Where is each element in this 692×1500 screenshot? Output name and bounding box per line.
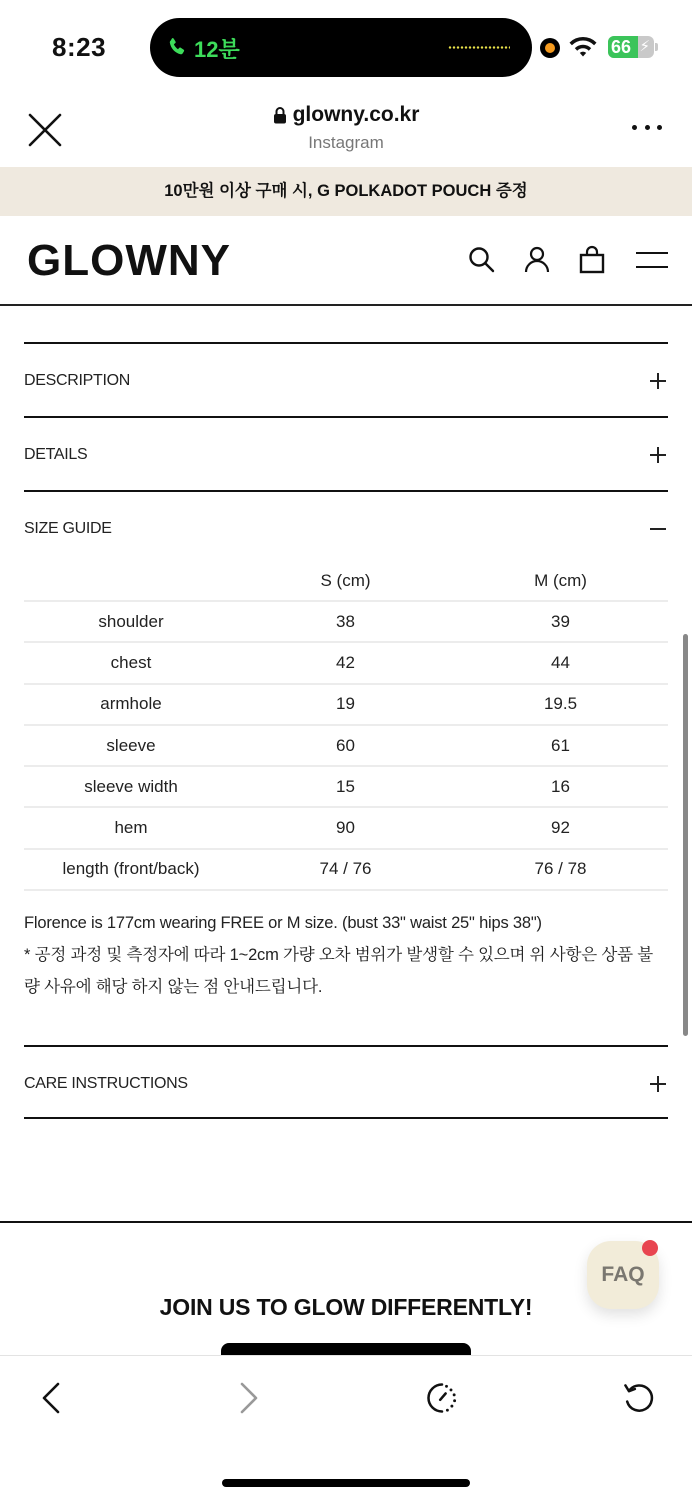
table-row bbox=[24, 807, 668, 848]
measurement-label: hem bbox=[24, 807, 238, 848]
timer-icon[interactable] bbox=[424, 1378, 460, 1418]
size-s-value: 15 bbox=[238, 766, 453, 807]
plus-icon[interactable] bbox=[650, 447, 666, 463]
size-s-value: 19 bbox=[238, 684, 453, 725]
accordion-description[interactable] bbox=[24, 342, 668, 416]
search-icon[interactable] bbox=[466, 244, 498, 276]
accordion-details[interactable] bbox=[24, 416, 668, 490]
back-icon[interactable] bbox=[34, 1378, 70, 1418]
accordion-title: CARE INSTRUCTIONS bbox=[24, 1075, 188, 1093]
accordion-size-guide bbox=[24, 490, 668, 1045]
table-row bbox=[24, 766, 668, 807]
size-m-value: 76 / 78 bbox=[453, 849, 668, 890]
battery-indicator bbox=[608, 36, 654, 58]
model-fit-note: Florence is 177cm wearing FREE or M size. (bust 33" waist 25" hips 38") bbox=[24, 914, 542, 933]
lock-icon bbox=[273, 106, 287, 124]
status-time: 8:23 bbox=[52, 32, 107, 62]
size-m-value: 61 bbox=[453, 725, 668, 766]
notification-badge bbox=[642, 1240, 658, 1256]
measurement-label: chest bbox=[24, 642, 238, 683]
battery-nub bbox=[655, 43, 658, 51]
table-header: M (cm) bbox=[453, 562, 668, 601]
status-bar bbox=[0, 0, 692, 95]
newsletter-heading: JOIN US TO GLOW DIFFERENTLY! bbox=[159, 1294, 533, 1320]
size-m-value: 92 bbox=[453, 807, 668, 848]
table-row bbox=[24, 725, 668, 766]
accordion-title: DETAILS bbox=[24, 446, 88, 463]
size-s-value: 74 / 76 bbox=[238, 849, 453, 890]
table-row bbox=[24, 684, 668, 725]
footer-divider bbox=[0, 1221, 692, 1223]
home-indicator[interactable] bbox=[222, 1479, 470, 1487]
size-s-value: 42 bbox=[238, 642, 453, 683]
promo-banner[interactable]: 10만원 이상 구매 시, G POLKADOT POUCH 증정 bbox=[0, 167, 692, 216]
browser-domain: glowny.co.kr bbox=[292, 103, 420, 126]
size-guide-notes bbox=[24, 907, 668, 1003]
browser-source-app: Instagram bbox=[308, 133, 384, 152]
recording-indicator-icon bbox=[540, 38, 560, 58]
size-m-value: 19.5 bbox=[453, 684, 668, 725]
measurement-disclaimer: * 공정 과정 및 측정자에 따라 1~2cm 가량 오차 범위가 발생할 수 있으며 위 사항은 상품 불량 사유에 해당 하지 않는 점 안내드립니다. bbox=[24, 946, 654, 997]
phone-icon bbox=[166, 35, 188, 59]
faq-floating-button[interactable]: FAQ bbox=[587, 1241, 659, 1309]
dynamic-island-call[interactable] bbox=[150, 18, 532, 77]
site-header bbox=[0, 216, 692, 306]
product-info-accordion bbox=[24, 342, 668, 1119]
call-duration: 12분 bbox=[194, 37, 240, 62]
size-s-value: 38 bbox=[238, 601, 453, 642]
page-scrollbar[interactable] bbox=[683, 634, 688, 1036]
table-header: S (cm) bbox=[238, 562, 453, 601]
size-s-value: 90 bbox=[238, 807, 453, 848]
site-logo[interactable]: GLOWNY bbox=[27, 236, 231, 285]
table-row bbox=[24, 601, 668, 642]
charging-bolt-icon: ⚡ bbox=[639, 38, 650, 55]
size-s-value: 60 bbox=[238, 725, 453, 766]
table-row bbox=[24, 642, 668, 683]
in-app-browser-header bbox=[0, 95, 692, 167]
reload-icon[interactable] bbox=[620, 1378, 656, 1418]
more-options-icon[interactable] bbox=[632, 125, 662, 135]
url-display[interactable] bbox=[0, 103, 692, 153]
measurement-label: shoulder bbox=[24, 601, 238, 642]
accordion-title: DESCRIPTION bbox=[24, 372, 131, 389]
measurement-label: length (front/back) bbox=[24, 849, 238, 890]
plus-icon[interactable] bbox=[650, 1076, 666, 1092]
accordion-size-guide-header[interactable] bbox=[24, 492, 668, 566]
measurement-label: sleeve bbox=[24, 725, 238, 766]
measurement-label: sleeve width bbox=[24, 766, 238, 807]
wifi-icon bbox=[568, 35, 598, 59]
accordion-care-instructions[interactable] bbox=[24, 1045, 668, 1119]
accordion-title: SIZE GUIDE bbox=[24, 520, 112, 537]
table-row bbox=[24, 849, 668, 890]
minus-icon[interactable] bbox=[650, 521, 666, 537]
size-m-value: 16 bbox=[453, 766, 668, 807]
battery-percent: 66 bbox=[611, 37, 632, 57]
size-guide-table bbox=[24, 562, 668, 891]
forward-icon[interactable] bbox=[230, 1378, 266, 1418]
shopping-bag-icon[interactable] bbox=[576, 244, 608, 276]
plus-icon[interactable] bbox=[650, 373, 666, 389]
size-m-value: 44 bbox=[453, 642, 668, 683]
menu-icon[interactable] bbox=[634, 244, 670, 276]
measurement-label: armhole bbox=[24, 684, 238, 725]
size-m-value: 39 bbox=[453, 601, 668, 642]
table-header bbox=[24, 562, 238, 601]
table-header-row bbox=[24, 562, 668, 601]
audio-waveform-icon bbox=[448, 46, 510, 49]
user-icon[interactable] bbox=[521, 244, 553, 276]
